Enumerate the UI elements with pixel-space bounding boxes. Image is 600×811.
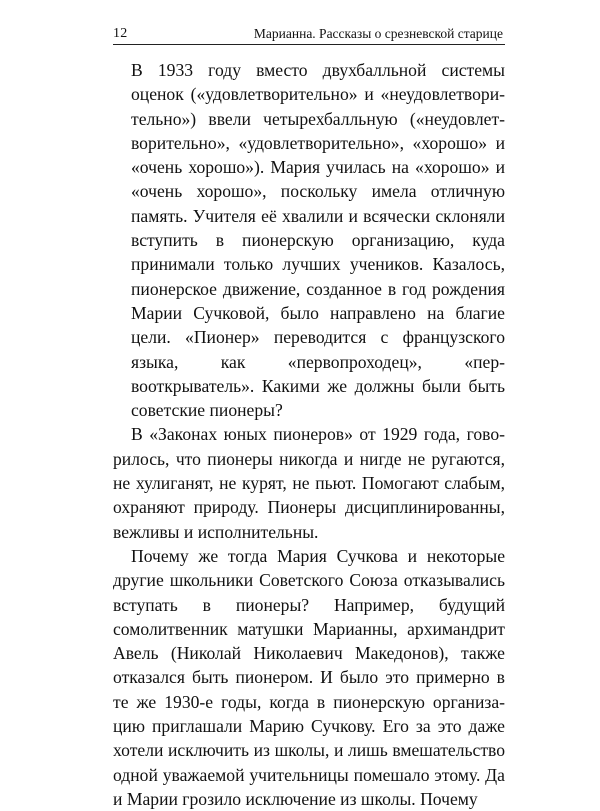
paragraph-2: В «Законах юных пионеров» от 1929 года, говорилось, что пионеры никогда и нигде не ругаются, не хулиганят, не курят, не пьют. Помогают слабым, охраняют природу. Пионеры дисциплинированны, вежливы и исполнительны. bbox=[113, 424, 505, 542]
page-header bbox=[113, 22, 505, 45]
page-number: 12 bbox=[113, 26, 128, 41]
paragraph-1: В 1933 году вместо двухбалльной системы оценок («удовлетворительно» и «неудовлетворительно») ввели четырехбалльную («неудовлетворительно», «удовлетворительно», «хорошо» и «очень хорошо»). Мария училась на «хорошо» и «очень хорошо», поскольку имела отличную память. Учителя её хвалили и всячески склоняли вступить в пионерскую организацию, куда принимали только лучших учеников. Казалось, пионерское движение, созданное в год рождения Марии Сучковой, было направлено на благие цели. «Пионер» переводится с французского языка, как «первопроходец», «первооткрыватель». Какими же должны были быть советские пионеры? bbox=[131, 60, 505, 421]
paragraph-3: Почему же тогда Мария Сучкова и некоторые другие школьники Советского Союза отказывались вступать в пионеры? Например, будущий сомолитвенник матушки Марианны, архимандрит Авель (Николай Николаевич Македонов), также отказался быть пионером. И было это примерно в те же 1930-е годы, когда в пионерскую организацию приглашали Марию Сучкову. Его за это даже хотели исключить из школы, и лишь вмешательство одной уважаемой учительницы помешало этому. Да и Марии грозило исключение из школы. Почему bbox=[113, 545, 505, 809]
body-text bbox=[113, 58, 505, 811]
running-title: Марианна. Рассказы о срезневской старице bbox=[253, 26, 503, 41]
